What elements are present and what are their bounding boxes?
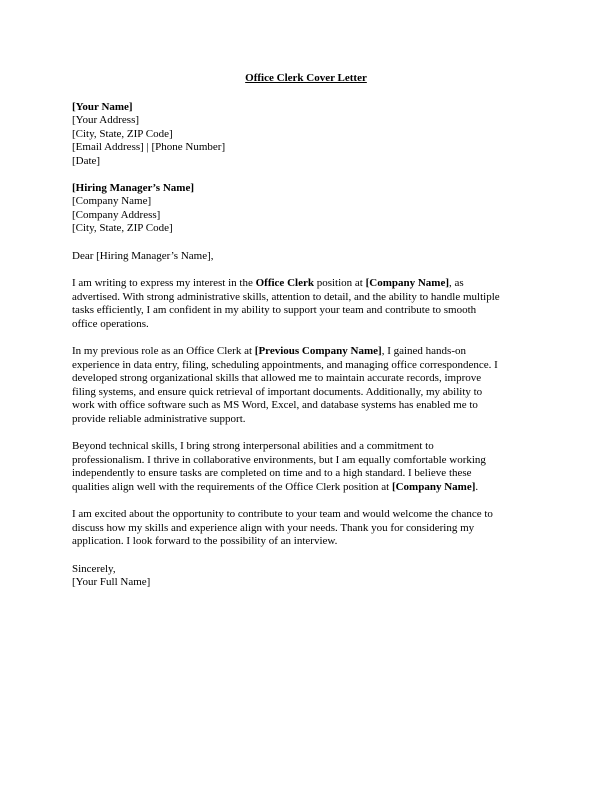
document-title: Office Clerk Cover Letter [245, 72, 367, 84]
paragraph-line: experience in data entry, filing, scheduling appointments, and managing office correspondence. I [72, 358, 498, 371]
recipient-address: [Company Address] [72, 208, 161, 221]
paragraph-line: advertised. With strong administrative skills, attention to detail, and the ability to handle multiple [72, 290, 500, 303]
recipient-name: [Hiring Manager’s Name] [72, 181, 194, 194]
sender-date: [Date] [72, 154, 101, 167]
paragraph-line: filing systems, and ensure quick retrieval of important documents. Additionally, my ability to [72, 385, 483, 398]
paragraph-skills [72, 440, 540, 494]
salutation: Dear [Hiring Manager’s Name], [72, 249, 214, 262]
paragraph-line: developed strong organizational skills that allowed me to maintain accurate records, improve [72, 372, 482, 385]
paragraph-line: I am writing to express my interest in the Office Clerk position at [Company Name], as [72, 277, 464, 290]
sender-city: [City, State, ZIP Code] [72, 127, 173, 140]
recipient-block [72, 182, 540, 236]
paragraph-line: office operations. [72, 317, 149, 330]
paragraph-line: I am excited about the opportunity to contribute to your team and would welcome the chance to [72, 508, 493, 521]
paragraph-line: independently to ensure tasks are completed on time and to a high standard. I believe these [72, 467, 472, 480]
paragraph-line: qualities align well with the requirements of the Office Clerk position at [Company Name]. [72, 481, 479, 494]
signoff: Sincerely, [72, 562, 116, 575]
paragraph-line: tasks efficiently, I am confident in my ability to support your team and contribute to smooth [72, 304, 477, 317]
signature-name: [Your Full Name] [72, 576, 151, 589]
paragraph-line: In my previous role as an Office Clerk at [Previous Company Name], I gained hands-on [72, 345, 466, 358]
recipient-company: [Company Name] [72, 195, 152, 208]
paragraph-intro [72, 277, 540, 331]
paragraph-experience [72, 345, 540, 427]
signature-block [72, 563, 540, 590]
paragraph-line: application. I look forward to the possibility of an interview. [72, 535, 338, 548]
sender-contact: [Email Address] | [Phone Number] [72, 141, 226, 154]
paragraph-line: professionalism. I thrive in collaborative environments, but I am equally comfortable working [72, 453, 486, 466]
sender-block [72, 101, 540, 169]
recipient-city: [City, State, ZIP Code] [72, 222, 173, 235]
paragraph-closing [72, 508, 540, 549]
sender-address: [Your Address] [72, 114, 140, 127]
paragraph-line: discuss how my skills and experience align with your needs. Thank you for considering my [72, 521, 475, 534]
paragraph-line: Beyond technical skills, I bring strong interpersonal abilities and a commitment to [72, 440, 434, 453]
paragraph-line: work with office software such as MS Word, Excel, and database systems has enabled me to [72, 399, 478, 412]
paragraph-line: provide reliable administrative support. [72, 413, 246, 426]
sender-name: [Your Name] [72, 100, 133, 113]
